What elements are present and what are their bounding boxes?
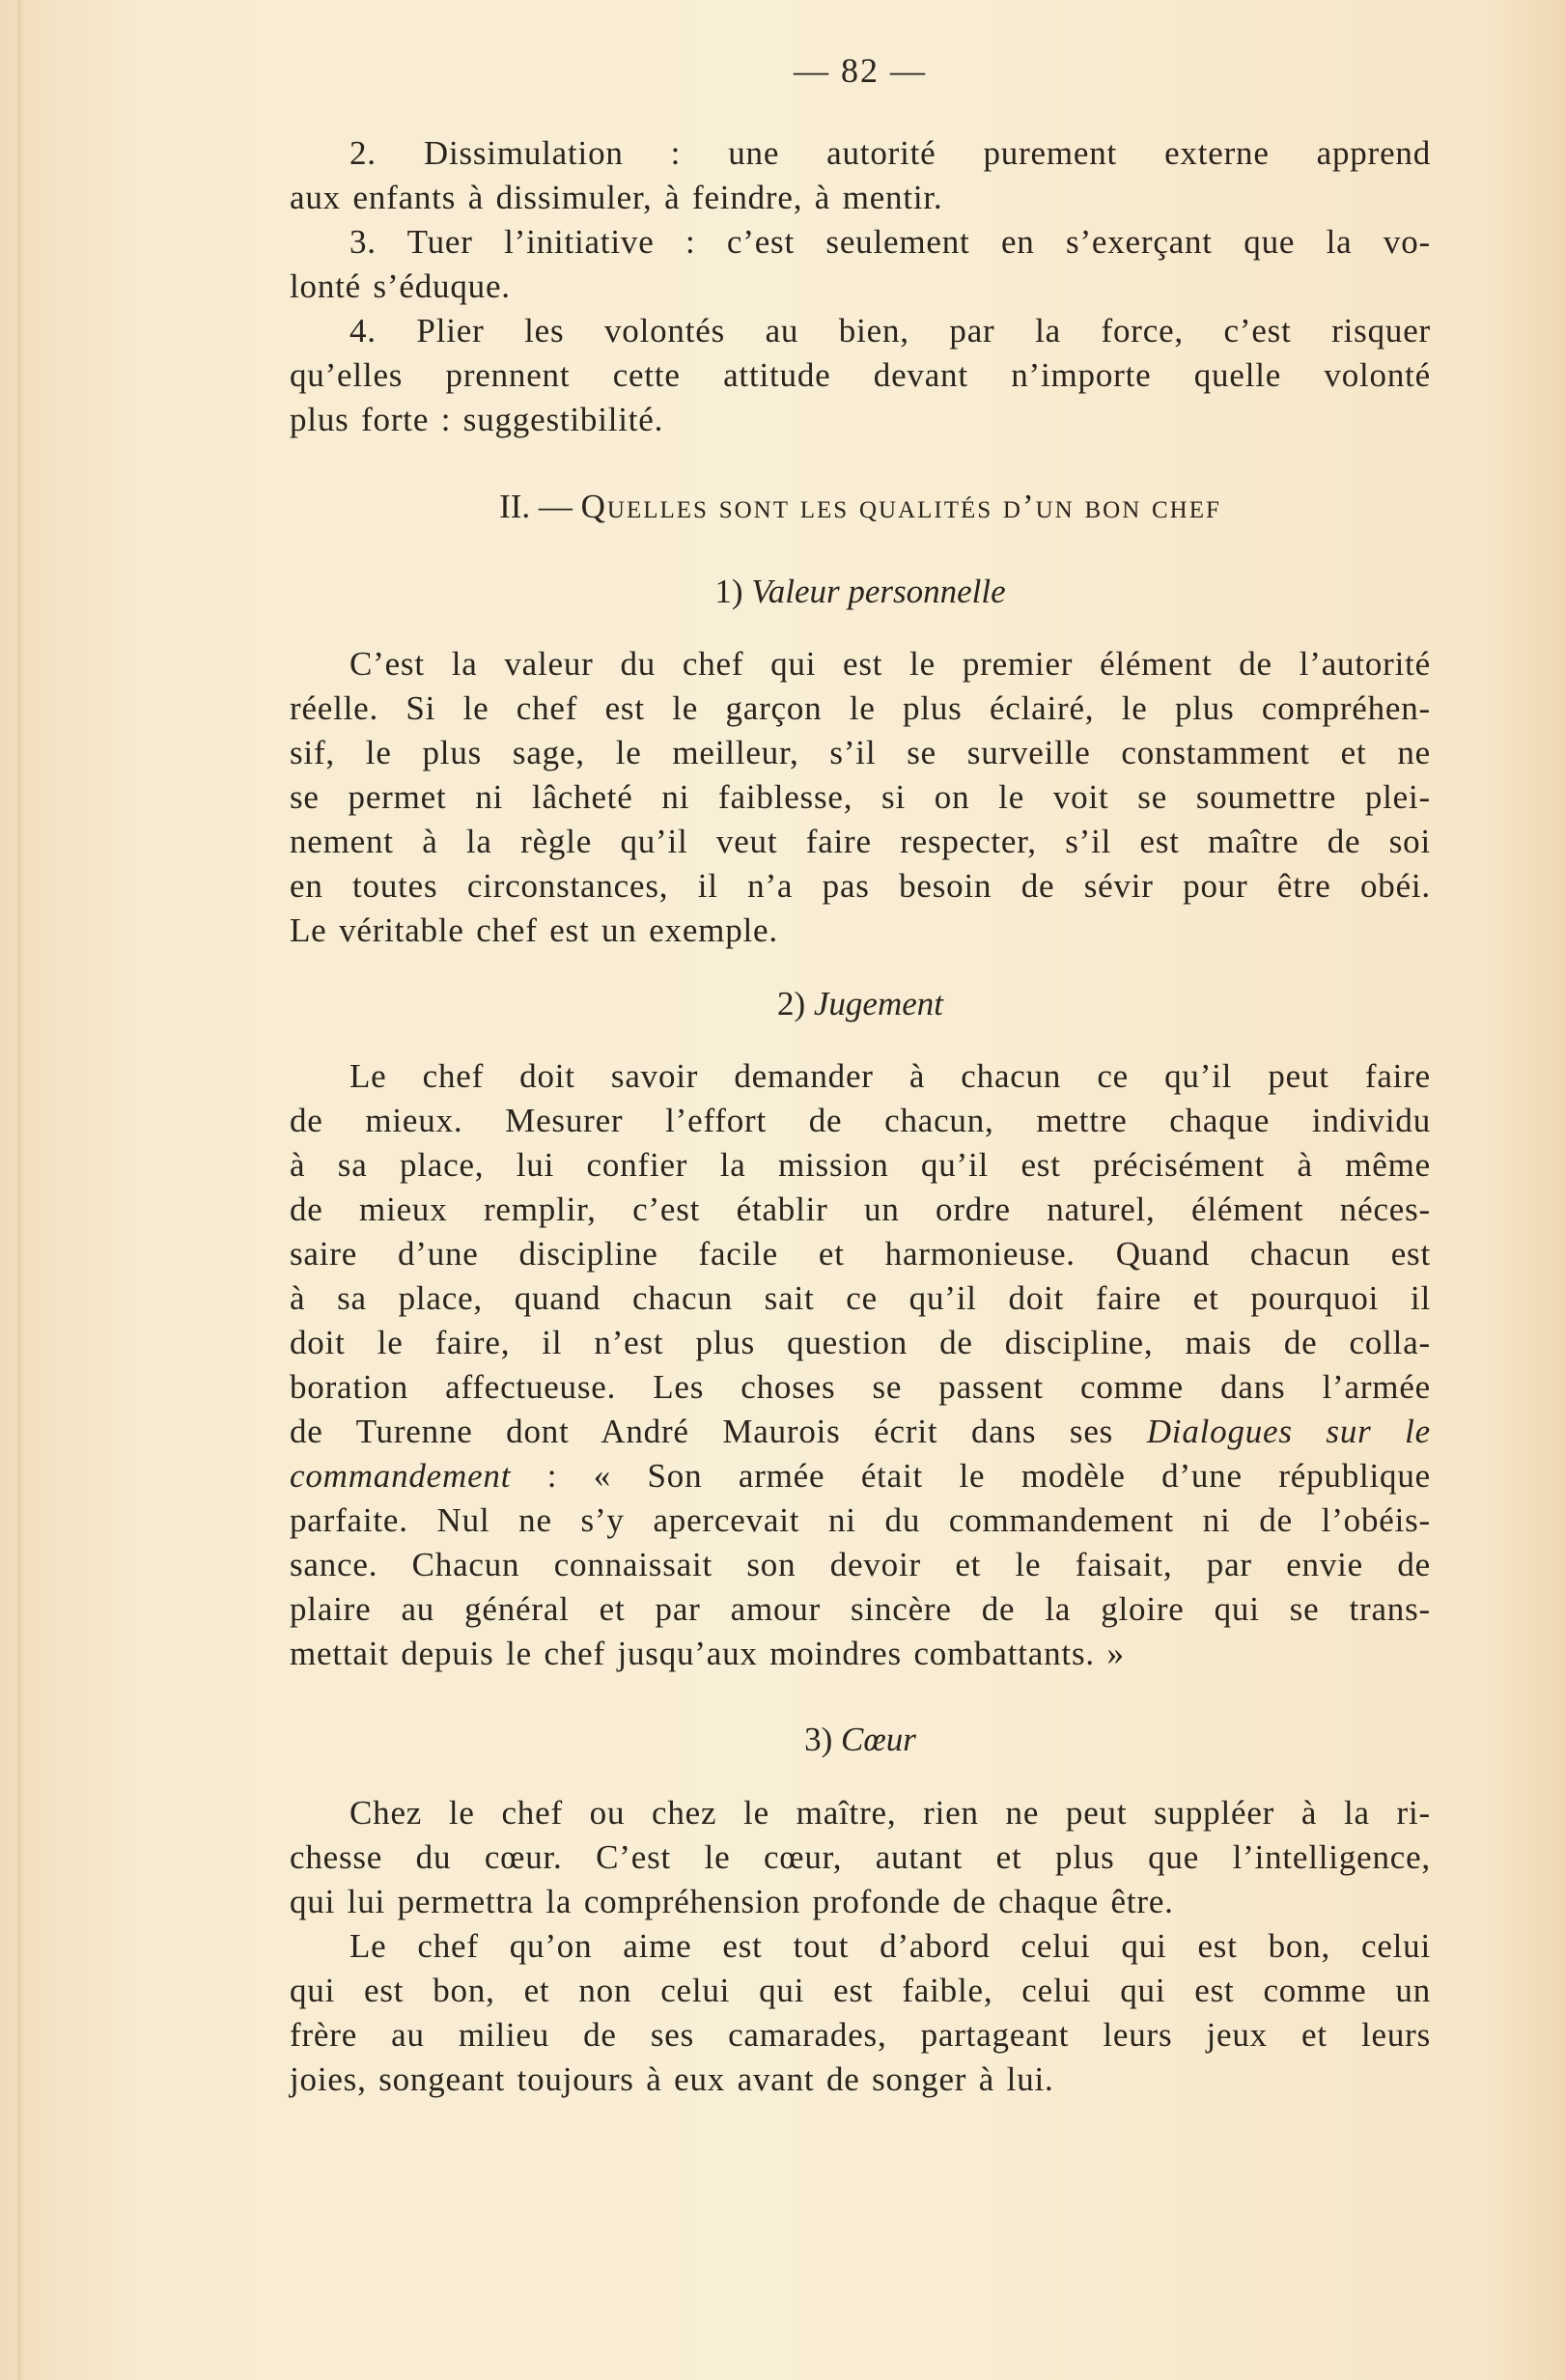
text-line: en toutes circonstances, il n’a pas besoin de sévir pour être obéi.	[290, 867, 1431, 905]
text-segment: de Turenne dont André Maurois écrit dans ses	[290, 1413, 1147, 1450]
text-line: aux enfants à dissimuler, à feindre, à mentir.	[290, 179, 943, 216]
subsection-number: 1)	[714, 573, 743, 610]
page-spine-shadow	[17, 0, 25, 2380]
list-item-4	[290, 309, 1431, 442]
section-heading	[290, 488, 1431, 526]
text-line: sif, le plus sage, le meilleur, s’il se surveille constamment et ne	[290, 734, 1431, 771]
paragraph-coeur-1	[290, 1791, 1431, 1924]
text-line: C’est la valeur du chef qui est le premier élément de l’autorité	[349, 645, 1431, 683]
text-line: parfaite. Nul ne s’y apercevait ni du commandement ni de l’obéis-	[290, 1501, 1431, 1539]
subsection-heading-2	[290, 985, 1431, 1023]
quote-text: : « Son armée était le modèle d’une république	[511, 1457, 1431, 1495]
text-line: Le chef qu’on aime est tout d’abord celui qui est bon, celui	[349, 1927, 1431, 1965]
subsection-title: Valeur personnelle	[751, 573, 1006, 610]
paragraph-jugement	[290, 1054, 1431, 1676]
list-item-2	[290, 131, 1431, 220]
text-line: boration affectueuse. Les choses se passent comme dans l’armée	[290, 1368, 1431, 1406]
subsection-title: Jugement	[813, 985, 943, 1022]
text-line: chesse du cœur. C’est le cœur, autant et plus que l’intelligence,	[290, 1838, 1431, 1876]
text-line: nement à la règle qu’il veut faire respecter, s’il est maître de soi	[290, 823, 1431, 860]
text-line-turenne	[290, 1410, 1431, 1454]
subsection-title: Cœur	[841, 1721, 916, 1758]
text-line: Chez le chef ou chez le maître, rien ne peut suppléer à la ri-	[349, 1794, 1431, 1832]
text-line: mettait depuis le chef jusqu’aux moindres combattants. »	[290, 1635, 1125, 1672]
text-line: réelle. Si le chef est le garçon le plus éclairé, le plus compréhen-	[290, 689, 1431, 727]
text-line: plus forte : suggestibilité.	[290, 401, 664, 438]
subsection-heading-1	[290, 573, 1431, 611]
paragraph-valeur	[290, 642, 1431, 953]
text-line: 4. Plier les volontés au bien, par la force, c’est risquer	[349, 312, 1431, 350]
subsection-number: 2)	[776, 985, 806, 1022]
text-line: de mieux. Mesurer l’effort de chacun, mettre chaque individu	[290, 1102, 1431, 1139]
subsection-heading-3	[290, 1721, 1431, 1759]
page-number: — 82 —	[794, 51, 927, 90]
text-line: frère au milieu de ses camarades, partageant leurs jeux et leurs	[290, 2016, 1431, 2054]
text-line: 3. Tuer l’initiative : c’est seulement en s’exerçant que la vo-	[349, 223, 1431, 261]
text-line: qui lui permettra la compréhension profonde de chaque être.	[290, 1883, 1174, 1920]
section-number: II. —	[499, 488, 573, 525]
text-line: sance. Chacun connaissait son devoir et le faisait, par envie de	[290, 1546, 1431, 1583]
section-title: Quelles sont les qualités d’un bon chef	[580, 488, 1221, 525]
text-line: plaire au général et par amour sincère de la gloire qui se trans-	[290, 1590, 1431, 1628]
text-line: de mieux remplir, c’est établir un ordre naturel, élément néces-	[290, 1190, 1431, 1228]
text-line: doit le faire, il n’est plus question de discipline, mais de colla-	[290, 1324, 1431, 1361]
text-line: qui est bon, et non celui qui est faible, celui qui est comme un	[290, 1972, 1431, 2009]
book-title: commandement	[290, 1457, 512, 1495]
text-line: à sa place, lui confier la mission qu’il est précisément à même	[290, 1146, 1431, 1184]
text-line: se permet ni lâcheté ni faiblesse, si on le voit se soumettre plei-	[290, 778, 1431, 816]
text-line: Le véritable chef est un exemple.	[290, 911, 778, 949]
text-line: joies, songeant toujours à eux avant de songer à lui.	[290, 2060, 1054, 2098]
text-line-quote-start	[290, 1454, 1431, 1498]
text-line: 2. Dissimulation : une autorité purement externe apprend	[349, 134, 1431, 172]
text-line: saire d’une discipline facile et harmonieuse. Quand chacun est	[290, 1235, 1431, 1273]
text-line: Le chef doit savoir demander à chacun ce qu’il peut faire	[349, 1057, 1431, 1095]
text-line: lonté s’éduque.	[290, 267, 511, 305]
paragraph-coeur-2	[290, 1924, 1431, 2102]
subsection-number: 3)	[804, 1721, 833, 1758]
list-item-3	[290, 220, 1431, 309]
book-title: Dialogues sur le	[1146, 1413, 1432, 1450]
text-line: à sa place, quand chacun sait ce qu’il doit faire et pourquoi il	[290, 1279, 1431, 1317]
text-line: qu’elles prennent cette attitude devant n’importe quelle volonté	[290, 356, 1431, 394]
